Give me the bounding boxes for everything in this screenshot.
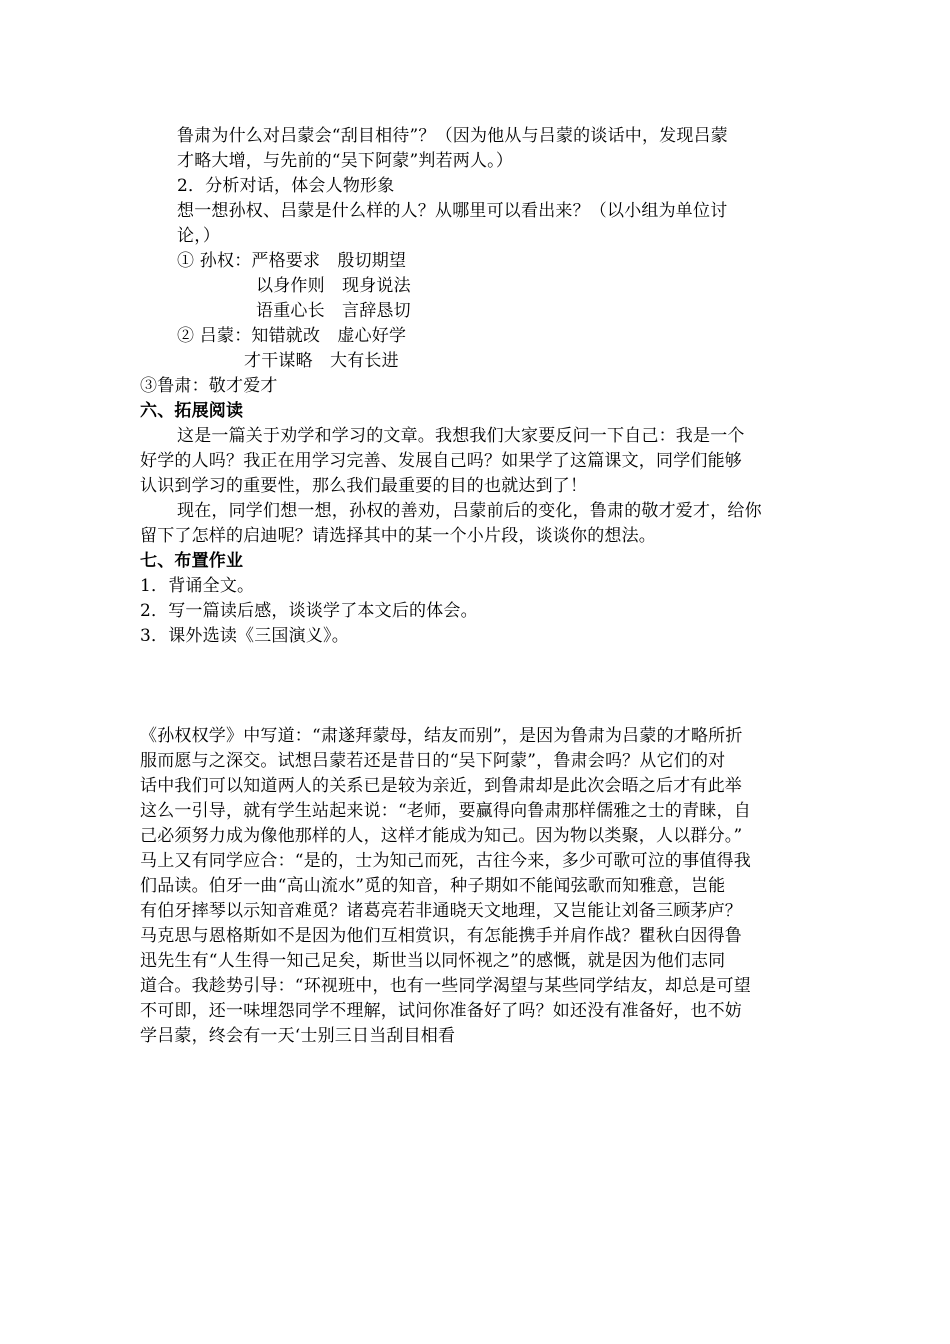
section-6-paragraph-1-line1: 这是一篇关于劝学和学习的文章。我想我们大家要反问一下自己：我是一个 — [177, 426, 745, 446]
essay-line: 己必须努力成为像他那样的人，这样才能成为知己。因为物以类聚，人以群分。” — [140, 826, 743, 846]
essay-line: 话中我们可以知道两人的关系已是较为亲近，到鲁肃却是此次会晤之后才有此举 — [140, 776, 742, 796]
essay-line: 这么一引导，就有学生站起来说：“老师，要赢得向鲁肃那样儒雅之士的青睐，自 — [140, 801, 751, 821]
essay-line: 《孙权权学》中写道：“肃遂拜蒙母，结友而别”，是因为鲁肃为吕蒙的才略所折 — [140, 726, 743, 746]
essay-line: 不可即，还一味埋怨同学不理解，试问你准备好了吗？如还没有准备好，也不妨 — [140, 1001, 742, 1021]
essay-line: 马上又有同学应合：“是的，士为知己而死，古往今来，多少可歌可泣的事值得我 — [140, 851, 751, 871]
lvmeng-traits-1: ② 吕蒙：知错就改 虚心好学 — [177, 326, 407, 346]
essay-line: 们品读。伯牙一曲“高山流水”觅的知音，种子期如不能闻弦歌而知雅意，岂能 — [140, 876, 726, 896]
lusu-traits: ③鲁肃：敬才爱才 — [140, 376, 278, 396]
section-6-paragraph-1-line2: 好学的人吗？我正在用学习完善、发展自己吗？如果学了这篇课文，同学们能够 — [140, 451, 742, 471]
essay-line: 道合。我趁势引导：“环视班中，也有一些同学渴望与某些同学结友，却总是可望 — [140, 976, 751, 996]
sunquan-traits-1: ① 孙权：严格要求 殷切期望 — [177, 251, 407, 271]
discussion-question-line2: 论，） — [177, 226, 221, 246]
item-2-title: 2．分析对话，体会人物形象 — [177, 176, 395, 196]
answer-line: 才略大增，与先前的“吴下阿蒙”判若两人。） — [177, 151, 514, 171]
question-line: 鲁肃为什么对吕蒙会“刮目相待”？（因为他从与吕蒙的谈话中，发现吕蒙 — [177, 126, 728, 146]
homework-item: 1．背诵全文。 — [140, 576, 255, 596]
sunquan-traits-3: 语重心长 言辞恳切 — [256, 301, 411, 321]
section-7-heading: 七、布置作业 — [140, 551, 244, 571]
section-6-paragraph-1-line3: 认识到学习的重要性，那么我们最重要的目的也就达到了！ — [140, 476, 588, 496]
discussion-question-line1: 想一想孙权、吕蒙是什么样的人？从哪里可以看出来？（以小组为单位讨 — [177, 201, 728, 221]
essay-line: 马克思与恩格斯如不是因为他们互相赏识，有怎能携手并肩作战？瞿秋白因得鲁 — [140, 926, 742, 946]
section-6-heading: 六、拓展阅读 — [140, 401, 244, 421]
homework-item: 2．写一篇读后感，谈谈学了本文后的体会。 — [140, 601, 478, 621]
homework-item: 3．课外选读《三国演义》。 — [140, 626, 349, 646]
essay-line: 有伯牙摔琴以示知音难觅？诸葛亮若非通晓天文地理，又岂能让刘备三顾茅庐？ — [140, 901, 742, 921]
lvmeng-traits-2: 才干谋略 大有长进 — [244, 351, 399, 371]
essay-line: 服而愿与之深交。试想吕蒙若还是昔日的“吴下阿蒙”，鲁肃会吗？从它们的对 — [140, 751, 726, 771]
section-6-paragraph-2-line1: 现在，同学们想一想，孙权的善劝，吕蒙前后的变化，鲁肃的敬才爱才，给你 — [177, 501, 762, 521]
sunquan-traits-2: 以身作则 现身说法 — [256, 276, 411, 296]
essay-line: 学吕蒙，终会有一天‘士别三日当刮目相看 — [140, 1026, 456, 1046]
section-6-paragraph-2-line2: 留下了怎样的启迪呢？请选择其中的某一个小片段，谈谈你的想法。 — [140, 526, 656, 546]
essay-line: 迅先生有“人生得一知己足矣，斯世当以同怀视之”的感慨，就是因为他们志同 — [140, 951, 726, 971]
